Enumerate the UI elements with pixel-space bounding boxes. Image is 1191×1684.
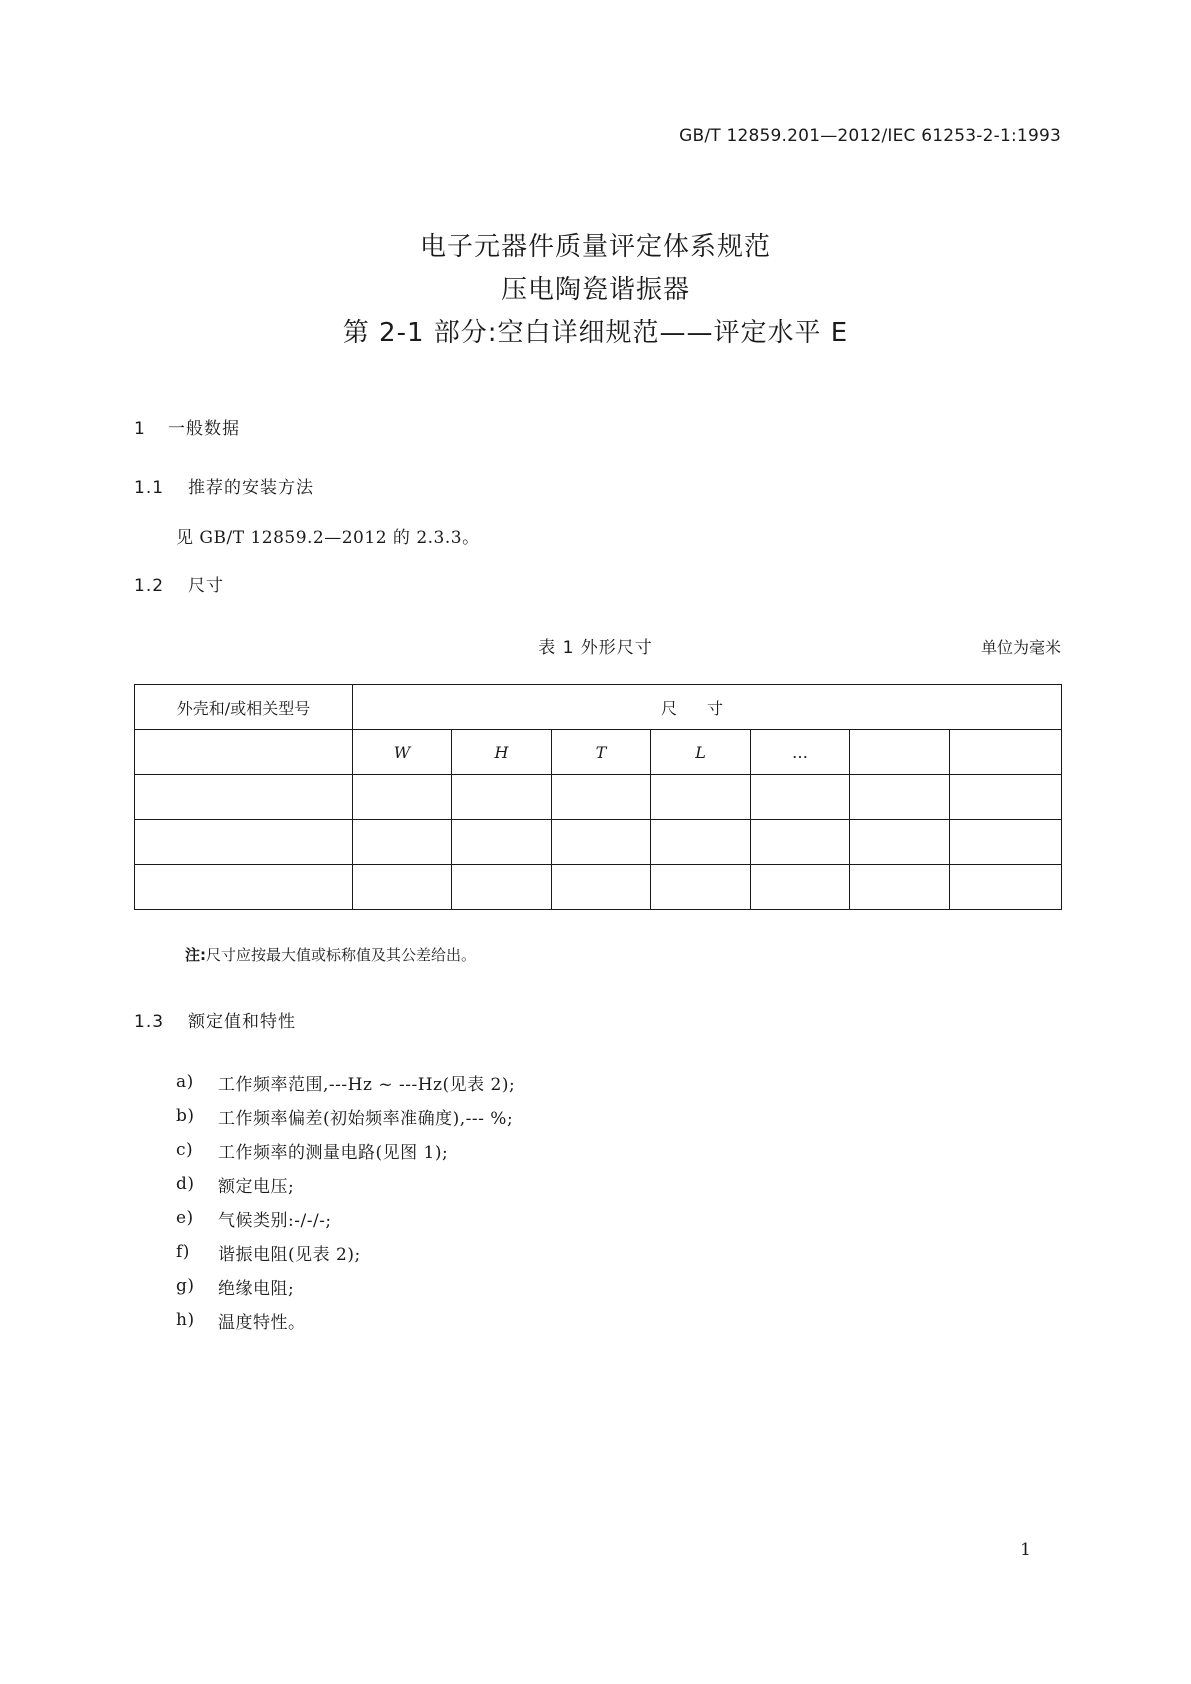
subheader-t: T [552, 730, 651, 775]
list-item [176, 1235, 515, 1269]
section-1-1-heading [134, 473, 314, 498]
table-1-unit: 单位为毫米 [980, 638, 1061, 657]
table-cell [552, 775, 651, 820]
section-1-1-title: 推荐的安装方法 [188, 478, 314, 498]
title-line-3: 第 2-1 部分:空白详细规范——评定水平 E [342, 318, 849, 348]
list-text: 工作频率范围,---Hz ~ ---Hz(见表 2); [218, 1074, 516, 1095]
table-cell [751, 820, 850, 865]
dimensions-table [134, 684, 1062, 910]
table-header-row [135, 685, 1062, 730]
table-subheader-row [135, 730, 1062, 775]
table-cell [651, 865, 751, 910]
list-text: 气候类别:-/-/-; [218, 1210, 332, 1231]
table-row [135, 865, 1062, 910]
section-1-number: 1 [134, 419, 146, 439]
table-cell [850, 865, 950, 910]
table-cell [850, 775, 950, 820]
subheader-blank-2 [950, 730, 1062, 775]
section-1-title: 一般数据 [168, 419, 240, 439]
table-cell [452, 775, 552, 820]
section-1-heading [134, 414, 240, 439]
subheader-h: H [452, 730, 552, 775]
section-1-1-number: 1.1 [134, 478, 165, 498]
table-cell [751, 775, 850, 820]
list-marker: a) [176, 1072, 194, 1092]
table-cell [751, 865, 850, 910]
header-dimensions [353, 685, 1062, 730]
section-1-3-number: 1.3 [134, 1012, 165, 1032]
list-marker: h) [176, 1310, 195, 1330]
list-text: 温度特性。 [218, 1312, 306, 1333]
ratings-list [176, 1065, 515, 1337]
list-marker: d) [176, 1174, 195, 1194]
list-marker: f) [176, 1242, 190, 1262]
title-line-1: 电子元器件质量评定体系规范 [419, 232, 771, 262]
page-number: 1 [1020, 1540, 1031, 1560]
table-cell [950, 775, 1062, 820]
table-cell [552, 865, 651, 910]
list-marker: c) [176, 1140, 194, 1160]
subheader-blank-1 [850, 730, 950, 775]
table-cell [452, 820, 552, 865]
table-row [135, 820, 1062, 865]
list-item [176, 1303, 515, 1337]
table-1-caption: 表 1 外形尺寸 [538, 638, 653, 658]
table-cell [135, 820, 353, 865]
section-1-2-heading [134, 571, 224, 596]
list-item [176, 1201, 515, 1235]
list-item [176, 1133, 515, 1167]
list-item [176, 1065, 515, 1099]
table-cell [651, 775, 751, 820]
list-item [176, 1269, 515, 1303]
table-cell [353, 865, 452, 910]
table-1-note [185, 944, 476, 965]
list-item [176, 1167, 515, 1201]
table-cell [950, 820, 1062, 865]
list-item [176, 1099, 515, 1133]
document-title [0, 226, 1191, 355]
header-dimensions-label: 尺寸 [661, 698, 754, 718]
note-label: 注: [185, 946, 206, 964]
table-cell [452, 865, 552, 910]
table-cell [353, 775, 452, 820]
section-1-2-title: 尺寸 [188, 576, 224, 596]
note-text: 尺寸应按最大值或标称值及其公差给出。 [206, 946, 477, 964]
table-row [135, 775, 1062, 820]
section-1-3-heading [134, 1007, 296, 1032]
table-cell [135, 730, 353, 775]
list-text: 工作频率偏差(初始频率准确度),--- %; [218, 1108, 514, 1129]
section-1-3-title: 额定值和特性 [188, 1012, 296, 1032]
table-cell [850, 820, 950, 865]
title-line-2: 压电陶瓷谐振器 [500, 275, 690, 305]
list-marker: e) [176, 1208, 194, 1228]
section-1-2-number: 1.2 [134, 576, 165, 596]
list-marker: g) [176, 1276, 195, 1296]
list-marker: b) [176, 1106, 195, 1126]
table-cell [135, 775, 353, 820]
table-cell [950, 865, 1062, 910]
subheader-w: W [353, 730, 452, 775]
table-cell [552, 820, 651, 865]
list-text: 额定电压; [218, 1176, 295, 1197]
header-case-type: 外壳和/或相关型号 [135, 685, 353, 730]
table-cell [651, 820, 751, 865]
list-text: 谐振电阻(见表 2); [218, 1244, 361, 1265]
section-1-1-text: 见 GB/T 12859.2—2012 的 2.3.3。 [176, 528, 480, 548]
subheader-l: L [651, 730, 751, 775]
list-text: 绝缘电阻; [218, 1278, 295, 1299]
table-cell [353, 820, 452, 865]
subheader-ellipsis: … [751, 730, 850, 775]
standard-code: GB/T 12859.201—2012/IEC 61253-2-1:1993 [679, 126, 1061, 146]
list-text: 工作频率的测量电路(见图 1); [218, 1142, 449, 1163]
table-cell [135, 865, 353, 910]
